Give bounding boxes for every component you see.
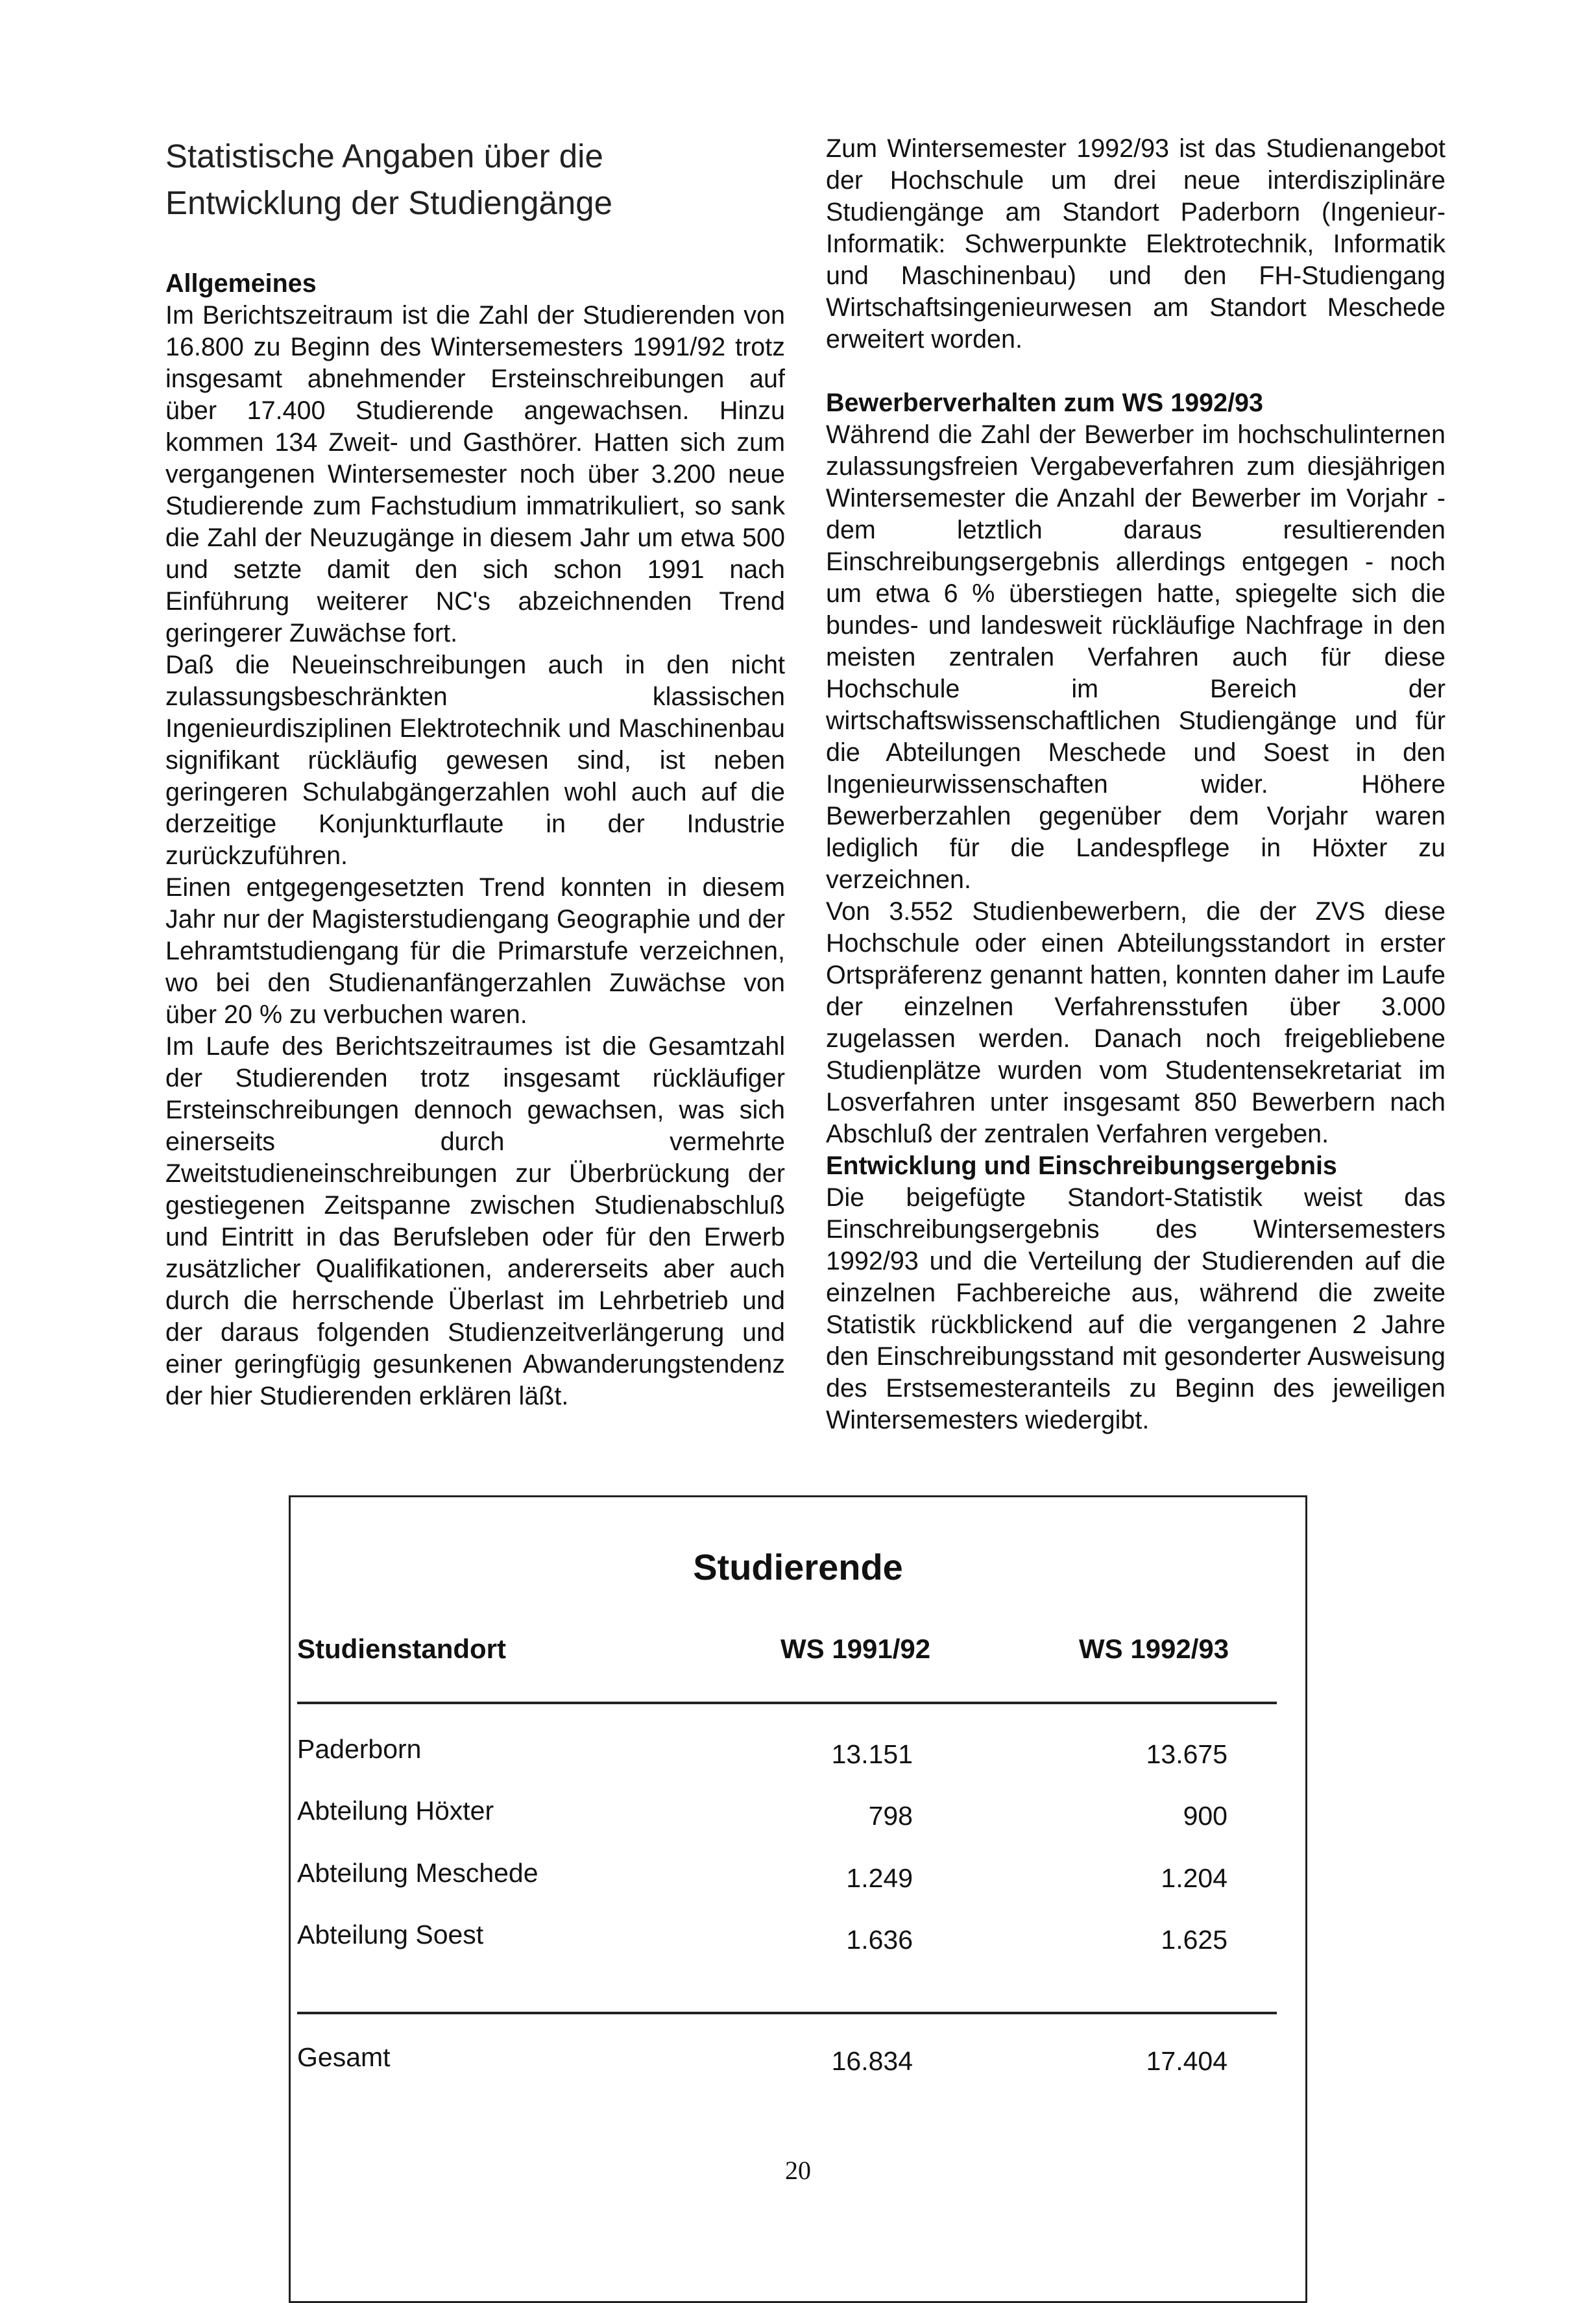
paragraph: Einen entgegengesetzten Trend konnten in diesem Jahr nur der Magisterstudiengang Geographie und der Lehramtstudiengang für die Primarstufe verzeichnen, wo bei den Studienanfängerzahlen Zuwächse von über 20 % zu verbuchen waren. (165, 873, 785, 1029)
total-divider (297, 2012, 1277, 2014)
paragraph: Daß die Neueinschreibungen auch in den nicht zulassungsbeschränkten klassischen Ingenieurdisziplinen Elektrotechnik und Maschinenbau signifikant rückläufig gewesen sind, ist neben geringeren Schulabgängerzahlen wohl auch auf die derzeitige Konjunkturflaute in der Industrie zurückzuführen. (165, 651, 785, 870)
total-value-ws1992: 17.404 (1146, 2046, 1227, 2076)
paragraph: Im Berichtszeitraum ist die Zahl der Studierenden von 16.800 zu Beginn des Wintersemesters 1991/92 trotz insgesamt abnehmender Ersteinschreibungen auf über 17.400 Studierende angewachsen. Hinzu kommen 134 Zweit- und Gasthörer. Hatten sich zum vergangenen Wintersemester noch über 3.200 neue Studierende zum Fachstudium immatrikuliert, so sank die Zahl der Neuzugänge in diesem Jahr um etwa 500 und setzte damit den sich schon 1991 nach Einführung weiterer NC's abzeichnenden Trend geringerer Zuwächse fort. (165, 301, 785, 647)
left-column (165, 133, 785, 1412)
column-header-ws1991: WS 1991/92 (780, 1634, 931, 1664)
row-label: Abteilung Meschede (297, 1858, 538, 1888)
table-row (291, 1920, 1305, 1955)
row-label: Paderborn (297, 1734, 422, 1764)
row-value-ws1991: 13.151 (831, 1739, 913, 1769)
header-divider (297, 1702, 1277, 1704)
row-value-ws1991: 1.636 (846, 1925, 913, 1955)
paragraph: Während die Zahl der Bewerber im hochschulinternen zulassungsfreien Vergabeverfahren zum diesjährigen Wintersemester die Anzahl der Bewerber im Vorjahr - dem letztlich daraus resultierenden Einschreibungsergebnis allerdings entgegen - noch um etwa 6 % überstiegen hatte, spiegelte sich die bundes- und landesweit rückläufige Nachfrage in den meisten zentralen Verfahren auch für diese Hochschule im Bereich der wirtschaftswissenschaftlichen Studiengänge und für die Abteilungen Meschede und Soest in den Ingenieurwissenschaften wider. Höhere Bewerberzahlen gegenüber dem Vorjahr waren lediglich für die Landespflege in Höxter zu verzeichnen. (826, 420, 1445, 894)
row-label: Abteilung Höxter (297, 1796, 494, 1826)
row-value-ws1992: 900 (1183, 1801, 1227, 1831)
row-value-ws1992: 13.675 (1146, 1739, 1227, 1769)
row-label: Abteilung Soest (297, 1920, 484, 1949)
page-title: Statistische Angaben über die Entwicklung der Studiengänge (165, 138, 612, 221)
section-heading-allgemeines: Allgemeines (165, 269, 317, 298)
total-value-ws1991: 16.834 (831, 2046, 913, 2076)
column-header-ws1992: WS 1992/93 (1079, 1634, 1229, 1664)
paragraph: Die beigefügte Standort-Statistik weist das Einschreibungsergebnis des Wintersemesters 1992/93 und die Verteilung der Studierenden auf die einzelnen Fachbereiche aus, während die zweite Statistik rückblickend auf die vergangenen 2 Jahre den Einschreibungsstand mit gesonderter Ausweisung des Erstsemesteranteils zu Beginn des jeweiligen Wintersemesters wiedergibt. (826, 1183, 1445, 1434)
section-heading-entwicklung: Entwicklung und Einschreibungsergebnis (826, 1152, 1337, 1180)
table-row (291, 1858, 1305, 1893)
page-number: 20 (785, 2156, 811, 2185)
table-total-row (291, 2042, 1305, 2075)
table-title: Studierende (693, 1547, 903, 1587)
row-value-ws1992: 1.204 (1161, 1863, 1227, 1893)
total-label: Gesamt (297, 2042, 391, 2072)
paragraph: Im Laufe des Berichtszeitraumes ist die Gesamtzahl der Studierenden trotz insgesamt rückläufiger Ersteinschreibungen dennoch gewachsen, was sich einerseits durch vermehrte Zweitstudieneinschreibungen zur Überbrückung der gestiegenen Zeitspanne zwischen Studienabschluß und Eintritt in das Berufsleben oder für den Erwerb zusätzlicher Qualifikationen, andererseits aber auch durch die herrschende Überlast im Lehrbetrieb und der daraus folgenden Studienzeitverlängerung und einer geringfügig gesunkenen Abwanderungstendenz der hier Studierenden erklären läßt. (165, 1032, 785, 1410)
row-value-ws1991: 1.249 (846, 1863, 913, 1893)
right-column (826, 133, 1445, 1436)
table-row (291, 1734, 1305, 1769)
paragraph: Von 3.552 Studienbewerbern, die der ZVS diese Hochschule oder einen Abteilungsstandort in erster Ortspräferenz genannt hatten, konnten daher im Laufe der einzelnen Verfahrensstufen über 3.000 zugelassen werden. Danach noch freigebliebene Studienplätze wurden vom Studentensekretariat im Losverfahren unter insgesamt 850 Bewerbern nach Abschluß der zentralen Verfahren vergeben. (826, 897, 1445, 1148)
section-heading-bewerberverhalten: Bewerberverhalten zum WS 1992/93 (826, 389, 1263, 417)
row-value-ws1991: 798 (868, 1801, 913, 1831)
column-header-standort: Studienstandort (297, 1634, 506, 1664)
table-row (291, 1796, 1305, 1831)
intro-paragraph: Zum Wintersemester 1992/93 ist das Studienangebot der Hochschule um drei neue interdisziplinäre Studiengänge am Standort Paderborn (Ingenieur-Informatik: Schwerpunkte Elektrotechnik, Informatik und Maschinenbau) und den FH-Studiengang Wirtschaftsingenieurwesen am Standort Meschede erweitert worden. (826, 134, 1445, 354)
row-value-ws1992: 1.625 (1161, 1925, 1227, 1955)
